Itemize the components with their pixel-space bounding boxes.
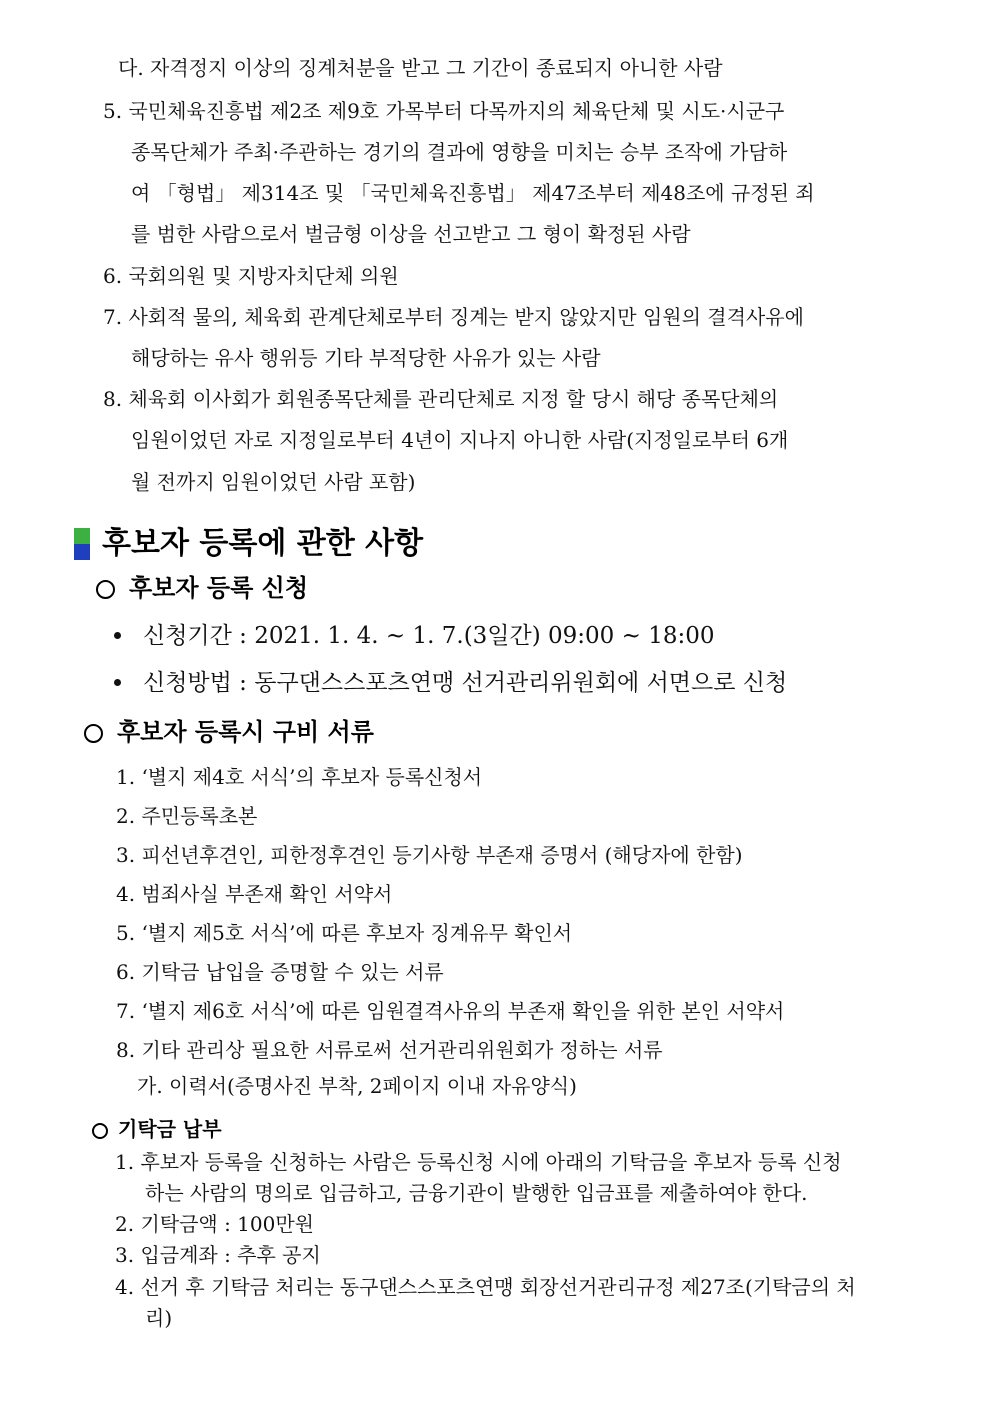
eligibility-item-5-line-1: 5. 국민체육진흥법 제2조 제9호 가목부터 다목까지의 체육단체 및 시도·시군구 [103, 99, 785, 123]
document-item: 7. ‘별지 제6호 서식’에 따른 임원결격사유의 부존재 확인을 위한 본인 서약서 [116, 999, 785, 1023]
application-period-text: 신청기간 : 2021. 1. 4. ~ 1. 7.(3일간) 09:00 ~ 18:00 [143, 623, 715, 649]
eligibility-item-da: 다. 자격정지 이상의 징계처분을 받고 그 기간이 종료되지 아니한 사람 [118, 56, 723, 80]
eligibility-item-8-line-2: 임원이었던 자로 지정일로부터 4년이 지나지 아니한 사람(지정일로부터 6개 [131, 428, 789, 452]
application-method [114, 668, 787, 698]
document-item: 1. ‘별지 제4호 서식’의 후보자 등록신청서 [116, 765, 483, 789]
section-marker-icon [74, 528, 90, 560]
eligibility-item-8-line-3: 월 전까지 임원이었던 사람 포함) [131, 470, 416, 494]
deposit-item-4-line-2: 리) [145, 1306, 173, 1330]
document-item: 5. ‘별지 제5호 서식’에 따른 후보자 징계유무 확인서 [116, 921, 573, 945]
eligibility-item-8-line-1: 8. 체육회 이사회가 회원종목단체를 관리단체로 지정 할 당시 해당 종목단체의 [103, 387, 779, 411]
eligibility-item-5-line-4: 를 범한 사람으로서 벌금형 이상을 선고받고 그 형이 확정된 사람 [131, 222, 691, 246]
eligibility-item-5-line-2: 종목단체가 주최·주관하는 경기의 결과에 영향을 미치는 승부 조작에 가담하 [131, 140, 788, 164]
deposit-item-2: 2. 기탁금액 : 100만원 [115, 1212, 314, 1236]
document-item: 2. 주민등록초본 [116, 804, 258, 828]
application-heading [96, 572, 308, 604]
circle-bullet-icon [84, 724, 103, 743]
deposit-item-3: 3. 입금계좌 : 추후 공지 [115, 1243, 321, 1267]
circle-bullet-icon [92, 1123, 108, 1139]
eligibility-item-5-line-3: 여 「형법」 제314조 및 「국민체육진흥법」 제47조부터 제48조에 규정된 죄 [131, 181, 815, 205]
eligibility-item-7-line-1: 7. 사회적 물의, 체육회 관계단체로부터 징계는 받지 않았지만 임원의 결격사유에 [103, 305, 804, 329]
documents-heading-text: 후보자 등록시 구비 서류 [117, 718, 374, 746]
deposit-item-1-line-2: 하는 사람의 명의로 입금하고, 금융기관이 발행한 입금표를 제출하여야 한다. [145, 1181, 808, 1205]
application-period [114, 621, 714, 651]
deposit-heading-text: 기탁금 납부 [118, 1117, 222, 1141]
dot-bullet-icon [114, 632, 121, 639]
document-item: 3. 피선년후견인, 피한정후견인 등기사항 부존재 증명서 (해당자에 한함) [116, 843, 743, 867]
document-item: 4. 범죄사실 부존재 확인 서약서 [116, 882, 393, 906]
deposit-heading [92, 1115, 222, 1143]
dot-bullet-icon [114, 679, 121, 686]
deposit-item-1-line-1: 1. 후보자 등록을 신청하는 사람은 등록신청 시에 아래의 기탁금을 후보자 등록 신청 [115, 1150, 842, 1174]
circle-bullet-icon [96, 580, 115, 599]
document-item: 8. 기타 관리상 필요한 서류로써 선거관리위원회가 정하는 서류 [116, 1038, 663, 1062]
section-heading [74, 524, 423, 564]
eligibility-item-7-line-2: 해당하는 유사 행위등 기타 부적당한 사유가 있는 사람 [131, 346, 601, 370]
eligibility-item-6: 6. 국회의원 및 지방자치단체 의원 [103, 264, 399, 288]
application-method-text: 신청방법 : 동구댄스스포츠연맹 선거관리위원회에 서면으로 신청 [143, 670, 788, 696]
document-item: 6. 기탁금 납입을 증명할 수 있는 서류 [116, 960, 444, 984]
documents-heading [84, 716, 374, 748]
document-sub-item-ga: 가. 이력서(증명사진 부착, 2페이지 이내 자유양식) [137, 1074, 577, 1098]
section-title: 후보자 등록에 관한 사항 [102, 526, 424, 561]
deposit-item-4-line-1: 4. 선거 후 기탁금 처리는 동구댄스스포츠연맹 회장선거관리규정 제27조(기탁금의 처 [115, 1275, 856, 1299]
application-heading-text: 후보자 등록 신청 [129, 574, 308, 602]
